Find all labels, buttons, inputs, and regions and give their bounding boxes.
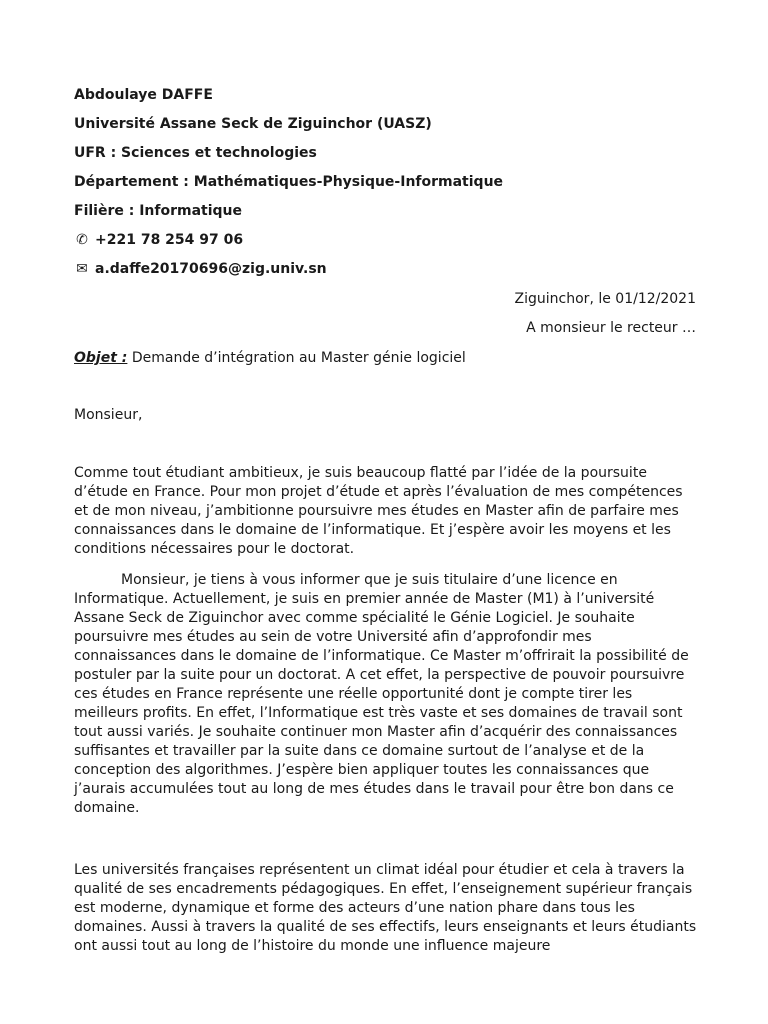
phone-icon: ✆ [76,232,88,248]
body-paragraph-2: Monsieur, je tiens à vous informer que je suis titulaire d’une licence en Informatique. Actuellement, je suis en premier année de Master (M1) à l’université Assane Seck de Ziguinchor avec comme spécialité le Génie Logiciel. Je souhaite poursuivre mes études au sein de votre Université afin d’approfondir mes connaissances dans le domaine de l’informatique. Ce Master m’offrirait la possibilité de postuler par la suite pour un doctorat. A cet effet, la perspective de pouvoir poursuivre ces études en France représente une réelle opportunité dont je compte tirer les meilleurs profits. En effet, l’Informatique est très vaste et ses domaines de travail sont tout aussi variés. Je souhaite continuer mon Master afin d’acquérir des connaissances suffisantes et travailler par la suite dans ce domaine surtout de l’analyse et de la conception des algorithmes. J’espère bien appliquer toutes les connaissances que j’aurais accumulées tout au long de mes études dans le travail pour être bon dans ce domaine. [74,572,689,816]
subject-text: Demande d’intégration au Master génie logiciel [131,350,466,366]
sender-ufr: UFR : Sciences et technologies [74,145,317,161]
date-recipient-block [515,290,696,348]
sender-name: Abdoulaye DAFFE [74,87,213,103]
sender-department: Département : Mathématiques-Physique-Informatique [74,174,504,190]
sender-block [74,86,714,289]
sender-phone-line [74,231,714,249]
subject-label: Objet : [74,350,128,366]
place-date: Ziguinchor, le 01/12/2021 [514,291,696,307]
sender-phone: +221 78 254 97 06 [95,232,244,248]
sender-university: Université Assane Seck de Ziguinchor (UASZ) [74,116,432,132]
body-paragraph-3: Les universités françaises représentent un climat idéal pour étudier et cela à travers la qualité de ses encadrements pédagogiques. En effet, l’enseignement supérieur français est moderne, dynamique et forme des acteurs d’une nation phare dans tous les domaines. Aussi à travers la qualité de ses effectifs, leurs enseignants et leurs étudiants ont aussi tout au long de l’histoire du monde une influence majeure [74,862,697,954]
sender-email: a.daffe20170696@zig.univ.sn [95,261,327,277]
sender-filiere: Filière : Informatique [74,203,242,219]
sender-email-line [74,260,714,278]
envelope-icon: ✉ [76,261,88,277]
recipient: A monsieur le recteur … [526,320,696,336]
salutation: Monsieur, [74,407,143,423]
body-paragraph-1: Comme tout étudiant ambitieux, je suis beaucoup flatté par l’idée de la poursuite d’étude en France. Pour mon projet d’étude et après l’évaluation de mes compétences et de mon niveau, j’ambitionne poursuivre mes études en Master afin de parfaire mes connaissances dans le domaine de l’informatique. Et j’espère avoir les moyens et les conditions nécessaires pour le doctorat. [74,465,683,557]
subject-line [74,349,466,367]
